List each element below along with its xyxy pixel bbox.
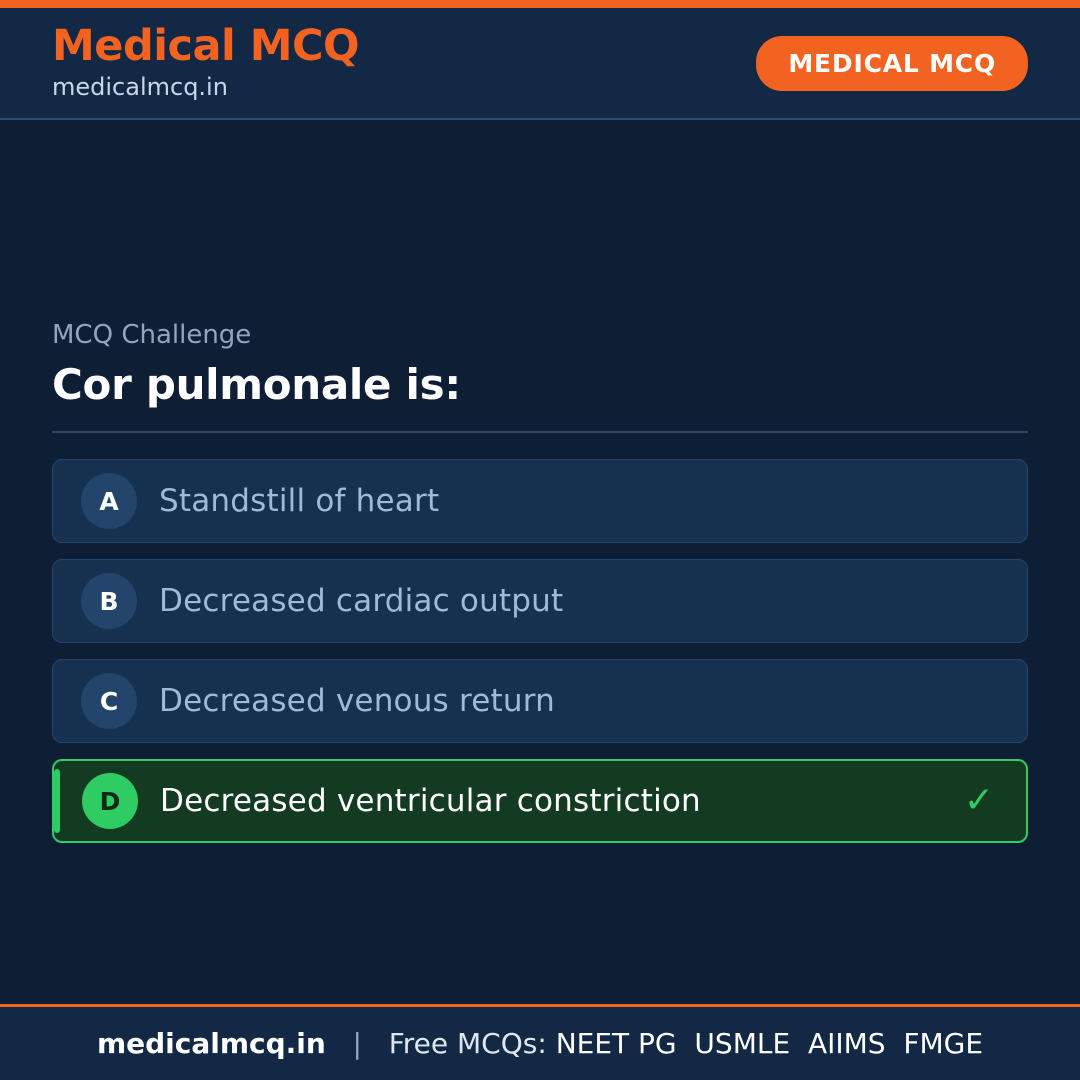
option-c[interactable] — [52, 659, 1028, 743]
footer-spacer — [362, 1027, 389, 1060]
footer-separator-glyph: | — [352, 1027, 362, 1060]
footer-spacer-4 — [790, 1027, 808, 1060]
footer-site: medicalmcq.in — [96, 1027, 326, 1060]
header — [0, 8, 1080, 120]
option-text: Decreased cardiac output — [159, 583, 564, 619]
footer-label: Free MCQs: — [388, 1027, 547, 1060]
option-letter: A — [81, 473, 137, 529]
footer-separator — [326, 1027, 353, 1060]
question-text: Cor pulmonale is: — [52, 360, 461, 409]
footer-exam-usmle: USMLE — [694, 1027, 791, 1060]
divider — [52, 431, 1028, 433]
check-icon: ✓ — [963, 780, 994, 821]
option-letter: B — [81, 573, 137, 629]
option-b[interactable] — [52, 559, 1028, 643]
option-d[interactable] — [52, 759, 1028, 843]
main-content — [0, 120, 1080, 1004]
brand-block — [52, 21, 360, 102]
option-a[interactable] — [52, 459, 1028, 543]
question-block — [52, 320, 1028, 843]
brand-title: Medical MCQ — [52, 21, 360, 72]
option-letter: D — [82, 773, 138, 829]
option-text: Standstill of heart — [159, 483, 440, 519]
footer — [0, 1004, 1080, 1080]
footer-exam-neetpg: NEET PG — [555, 1027, 677, 1060]
question-kicker: MCQ Challenge — [52, 320, 252, 350]
brand-subtitle: medicalmcq.in — [52, 73, 228, 102]
correct-accent-bar — [54, 769, 60, 833]
footer-spacer-3 — [677, 1027, 695, 1060]
top-accent-bar — [0, 0, 1080, 8]
option-letter: C — [81, 673, 137, 729]
footer-exam-fmge: FMGE — [903, 1027, 984, 1060]
option-text: Decreased venous return — [159, 683, 555, 719]
footer-spacer-2 — [547, 1027, 556, 1060]
footer-exam-aiims: AIIMS — [807, 1027, 886, 1060]
footer-spacer-5 — [886, 1027, 904, 1060]
options-list — [52, 459, 1028, 843]
header-badge: MEDICAL MCQ — [756, 36, 1028, 91]
option-text: Decreased ventricular constriction — [160, 783, 701, 819]
